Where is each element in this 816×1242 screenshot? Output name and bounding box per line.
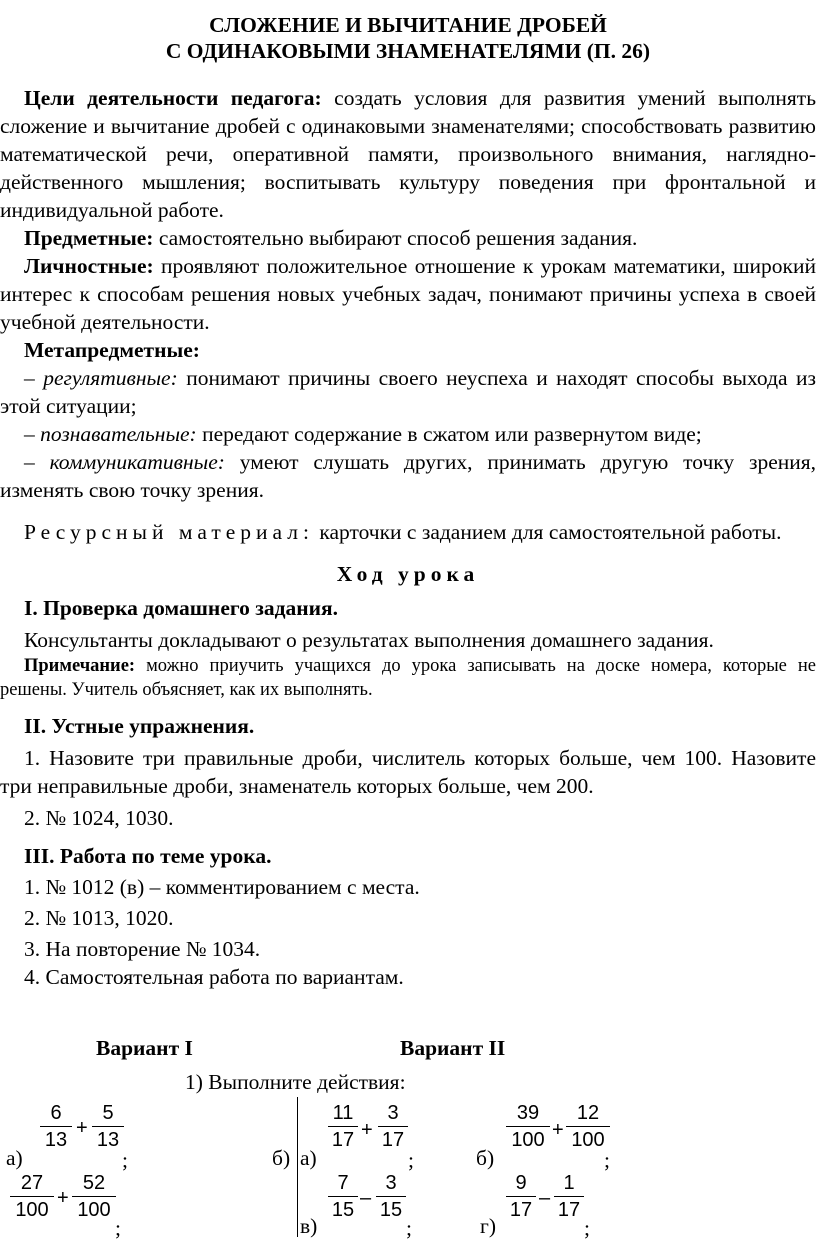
semicolon: ;: [406, 1216, 412, 1240]
resource-label: Ресурсный материал:: [24, 520, 314, 544]
meta-item-communicative: [0, 448, 816, 504]
v1-a-label: а): [6, 1146, 23, 1170]
meta-text-regulative: понимают причины своего неуспеха и находят способы выхода из этой ситуации;: [0, 366, 816, 418]
fraction: [378, 1102, 408, 1151]
note-text: можно приучить учащихся до урока записывать на доске номера, которые не решены. Учитель объясняет, как их выполнять.: [0, 656, 816, 700]
lesson-heading: Ход урока: [336, 562, 480, 586]
semicolon: ;: [115, 1216, 121, 1240]
resource-text: карточки с заданием для самостоятельной работы.: [313, 520, 782, 544]
meta-kind-regulative: регулятивные:: [43, 366, 178, 390]
denominator: 17: [557, 1199, 581, 1221]
denominator: 17: [509, 1199, 533, 1221]
v2-a-label: а): [300, 1146, 317, 1170]
section-3-heading: III. Работа по теме урока.: [24, 844, 272, 868]
fraction-bar: [378, 1126, 408, 1127]
fraction-bar: [92, 1126, 124, 1127]
personal-text: проявляют положительное отношение к урокам математики, широкий интерес к способам решения новых учебных задач, понимают причины успеха в своей учебной деятельности.: [0, 254, 816, 334]
denominator: 17: [381, 1129, 405, 1151]
fraction: [376, 1172, 406, 1221]
fraction: [554, 1172, 584, 1221]
task-instruction: 1) Выполните действия:: [185, 1070, 406, 1094]
subject-paragraph: [0, 224, 816, 252]
fraction-bar: [10, 1196, 54, 1197]
denominator: 17: [331, 1129, 355, 1151]
meta-text-communicative: умеют слушать других, принимать другую точку зрения, изменять свою точку зрения.: [0, 450, 816, 502]
meta-item-regulative: [0, 364, 816, 420]
fraction: [328, 1102, 358, 1151]
personal-label: Личностные:: [24, 254, 154, 278]
fraction: [506, 1102, 550, 1151]
denominator: 13: [96, 1129, 120, 1151]
dash: –: [24, 366, 44, 390]
resource-paragraph: [0, 518, 816, 546]
fraction: [328, 1172, 358, 1221]
semicolon: ;: [408, 1148, 414, 1172]
numerator: 12: [576, 1102, 600, 1124]
variant-divider: [297, 1097, 298, 1237]
title-line-1: СЛОЖЕНИЕ И ВЫЧИТАНИЕ ДРОБЕЙ: [209, 13, 607, 37]
section-2-item-2: 2. № 1024, 1030.: [24, 806, 174, 830]
section-2-heading: II. Устные упражнения.: [24, 714, 255, 738]
fraction-bar: [566, 1126, 610, 1127]
v1-b-label: б): [272, 1146, 291, 1170]
meta-text-cognitive: передают содержание в сжатом или развернутом виде;: [196, 422, 702, 446]
semicolon: ;: [584, 1216, 590, 1240]
operator: +: [361, 1119, 373, 1141]
fraction: [506, 1172, 536, 1221]
numerator: 9: [515, 1172, 527, 1194]
title-line-2: С ОДИНАКОВЫМИ ЗНАМЕНАТЕЛЯМИ (П. 26): [165, 39, 651, 63]
fraction: [40, 1102, 72, 1151]
fraction-bar: [328, 1196, 358, 1197]
fraction: [566, 1102, 610, 1151]
section-3-item-1: 1. № 1012 (в) – комментированием с места.: [24, 875, 420, 899]
section-3-item-4: 4. Самостоятельная работа по вариантам.: [24, 965, 404, 989]
denominator: 100: [15, 1199, 49, 1221]
numerator: 7: [337, 1172, 349, 1194]
operator: +: [552, 1119, 564, 1141]
denominator: 100: [77, 1199, 111, 1221]
semicolon: ;: [604, 1148, 610, 1172]
v2-b-label: б): [476, 1146, 495, 1170]
fraction-bar: [376, 1196, 406, 1197]
subject-text: самостоятельно выбирают способ решения задания.: [153, 226, 638, 250]
denominator: 15: [331, 1199, 355, 1221]
section-3-item-3: 3. На повторение № 1034.: [24, 937, 261, 961]
section-1-heading: I. Проверка домашнего задания.: [24, 596, 339, 620]
meta-heading: [0, 336, 816, 364]
denominator: 100: [571, 1129, 605, 1151]
operator: –: [539, 1187, 551, 1209]
numerator: 27: [20, 1172, 44, 1194]
goals-text: создать условия для развития умений выполнять сложение и вычитание дробей с одинаковыми знаменателями; способствовать развитию математической речи, оперативной памяти, произвольного внимания, наглядно-действенного мышления; воспитывать культуру поведения при фронтальной и индивидуальной работе.: [0, 86, 816, 222]
section-3-item-2: 2. № 1013, 1020.: [24, 906, 174, 930]
fraction-bar: [72, 1196, 116, 1197]
denominator: 100: [511, 1129, 545, 1151]
variant-2-title: Вариант II: [400, 1036, 506, 1060]
numerator: 6: [50, 1102, 62, 1124]
dash: –: [24, 450, 50, 474]
operator: –: [360, 1187, 372, 1209]
fraction-bar: [506, 1126, 550, 1127]
v2-d-label: г): [480, 1214, 496, 1238]
denominator: 15: [379, 1199, 403, 1221]
fraction-bar: [328, 1126, 358, 1127]
personal-paragraph: [0, 252, 816, 336]
subject-label: Предметные:: [24, 226, 154, 250]
numerator: 1: [563, 1172, 575, 1194]
operator: +: [57, 1187, 69, 1209]
goals-paragraph: [0, 84, 816, 224]
numerator: 39: [516, 1102, 540, 1124]
page-title: [0, 12, 816, 64]
operator: +: [76, 1117, 88, 1139]
meta-kind-communicative: коммуникативные:: [49, 450, 225, 474]
meta-label: Метапредметные:: [24, 338, 200, 362]
semicolon: ;: [122, 1148, 128, 1172]
v2-c-label: в): [300, 1214, 318, 1238]
numerator: 5: [102, 1102, 114, 1124]
meta-kind-cognitive: познавательные:: [40, 422, 197, 446]
fraction: [10, 1172, 54, 1221]
goals-label: Цели деятельности педагога:: [24, 86, 322, 110]
note-label: Примечание:: [24, 656, 136, 676]
numerator: 11: [332, 1102, 354, 1124]
section-1-text: Консультанты докладывают о результатах выполнения домашнего задания.: [24, 628, 714, 652]
section-2-item-1: 1. Назовите три правильные дроби, числитель которых больше, чем 100. Назовите три неправильные дроби, знаменатель которых больше, чем 200.: [0, 746, 816, 798]
numerator: 52: [82, 1172, 106, 1194]
dash: –: [24, 422, 41, 446]
meta-item-cognitive: [0, 420, 816, 448]
fraction-bar: [506, 1196, 536, 1197]
document-page: [0, 12, 816, 991]
fraction: [72, 1172, 116, 1221]
numerator: 3: [385, 1172, 397, 1194]
denominator: 13: [44, 1129, 68, 1151]
section-1-note: [0, 654, 816, 702]
fraction: [92, 1102, 124, 1151]
fraction-bar: [554, 1196, 584, 1197]
fraction-bar: [40, 1126, 72, 1127]
variant-1-title: Вариант I: [96, 1036, 193, 1060]
numerator: 3: [387, 1102, 399, 1124]
